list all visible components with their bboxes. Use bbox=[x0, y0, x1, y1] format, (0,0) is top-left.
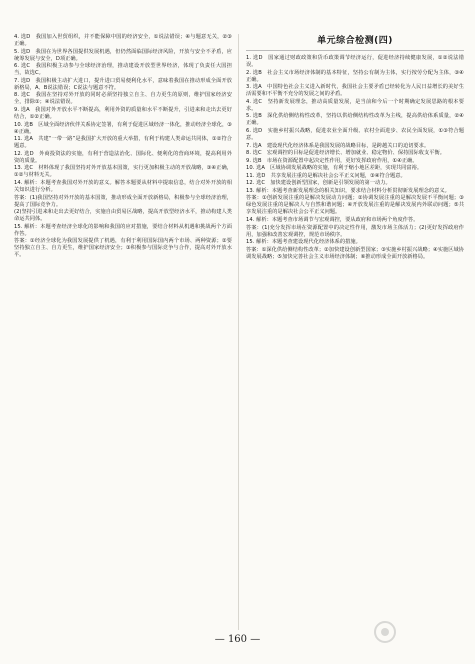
paragraph: 2. 选B 社会主义市场经济体制的基本特征，坚持公有制为主体，实行按劳分配为主体，③④正确。 bbox=[246, 69, 464, 83]
paragraph: 10. 选B 区域全面经济伙伴关系协定签署，有利于促进区域经济一体化，推动经济全球化，③④正确。 bbox=[14, 121, 232, 135]
watermark-shape bbox=[373, 616, 469, 656]
left-column bbox=[14, 34, 232, 260]
paragraph: 15. 解析：本题考查经济全球化的影响和我国的应对措施，要结合材料从机遇和挑战两个方面作答。 bbox=[14, 223, 232, 237]
paragraph: 14. 解析：本题考查市场调节与宏观调控，要从政府和市场两个角度作答。 bbox=[246, 217, 419, 224]
paragraph: 11. 选D 共享发展注重的是解决社会公平正义问题，③④符合题意。 bbox=[246, 172, 406, 179]
paragraph: 10. 选A 区域协调发展战略的实施，有利于缩小地区差距，实现共同富裕。 bbox=[246, 165, 423, 172]
right-column-body bbox=[246, 55, 464, 261]
paragraph: 6. 选C 我国积极主动参与全球经济治理，推动建设开放型世界经济，体现了负责任大国担当，故选C。 bbox=[14, 63, 232, 77]
paragraph: 8. 选C 宏观调控的目标是促进经济增长、增加就业、稳定物价、保持国际收支平衡。 bbox=[246, 150, 445, 157]
paragraph: 13. 解析：本题考查新发展理念的相关知识，要求结合材料分析贯彻新发展理念的意义。 bbox=[246, 187, 450, 194]
paragraph: 6. 选D 实施乡村振兴战略，促进农业全面升级、农村全面进步、农民全面发展，①③符合题意。 bbox=[246, 127, 464, 142]
paragraph: 11. 选A 共建“一带一路”是我国扩大开放的重大举措，有利于构建人类命运共同体，①②符合题意。 bbox=[14, 136, 232, 150]
paragraph: 12. 选C 加快建设创新型国家，创新是引领发展的第一动力。 bbox=[246, 180, 391, 187]
paragraph: 1. 选D 国家通过财政政策和货币政策调节经济运行，促进经济持续健康发展，①②说法错误。 bbox=[246, 55, 464, 69]
paragraph: 8. 选C 我国在坚持对外开放的同时必须坚持独立自主、自力更生的原则，维护国家经济安全，排除①；④说法错误。 bbox=[14, 92, 232, 106]
column-divider bbox=[238, 34, 239, 630]
paragraph: 答案：(1)充分发挥市场在资源配置中的决定性作用，激发市场主体活力；(2)更好发挥政府作用，加强和改善宏观调控，规范市场秩序。 bbox=[246, 224, 464, 238]
watermark-logo bbox=[373, 616, 469, 656]
paragraph: 15. 解析：本题考查建设现代化经济体系的措施。 bbox=[246, 239, 361, 246]
right-column bbox=[246, 34, 464, 261]
paragraph: 12. 选D 外商投资法的实施，有利于营造法治化、国际化、便利化的营商环境，提高利用外资的质量。 bbox=[14, 150, 232, 164]
page-number: — 160 — bbox=[214, 634, 261, 645]
paragraph: 14. 解析：本题考查我国对外开放的意义。解答本题要从材料中提取信息，结合对外开放的相关知识进行分析。 bbox=[14, 179, 232, 193]
paragraph: 5. 选B 深化供给侧结构性改革，坚持以供给侧结构性改革为主线，提高供给体系质量，②④正确。 bbox=[246, 113, 464, 127]
paragraph: 7. 选A 建设现代化经济体系是我国发展的战略目标，是跨越关口的迫切要求。 bbox=[246, 142, 430, 149]
paragraph: 9. 选A 我国对外开放水平不断提高，利用外资的质量和水平不断提升，引进来和走出去更好结合，①②正确。 bbox=[14, 106, 232, 121]
paragraph: 9. 选B 市场在资源配置中起决定性作用，更好发挥政府作用，①④正确。 bbox=[246, 157, 418, 164]
paragraph: 答案：①深化供给侧结构性改革；②加快建设创新型国家；③实施乡村振兴战略；④实施区域协调发展战略；⑤加快完善社会主义市场经济体制；⑥推动形成全面开放新格局。 bbox=[246, 246, 464, 260]
section-heading: 单元综合检测(四) bbox=[246, 34, 464, 51]
paragraph: 3. 选A 中国特色社会主义进入新时代，我国社会主要矛盾已经转化为人民日益增长的美好生活需要和不平衡不充分的发展之间的矛盾。 bbox=[246, 84, 464, 98]
paragraph: 答案：①经济全球化为我国发展提供了机遇，有利于利用国际国内两个市场、两种资源；②要坚持独立自主、自力更生，维护国家经济安全；③积极参与国际竞争与合作，提高对外开放水平。 bbox=[14, 238, 232, 259]
paragraph: 答案：①创新发展注重的是解决发展动力问题；②协调发展注重的是解决发展不平衡问题；③绿色发展注重的是解决人与自然和谐问题；④开放发展注重的是解决发展内外联动问题；⑤共享发展注重的是解决社会公平正义问题。 bbox=[246, 195, 464, 216]
paragraph: 4. 选D 我国加入世贸组织，并不能保障中国的经济安全，①说法错误；④与题意无关，②③正确。 bbox=[14, 34, 232, 48]
paragraph: (2)坚持引进来和走出去更好结合，实施自由贸易区战略，提高开放型经济水平，推动构建人类命运共同体。 bbox=[14, 209, 232, 223]
paragraph: 7. 选D 我国积极主动扩大进口，提升进口贸易便利化水平，意味着我国在推动形成全面开放新格局，A、B说法错误；C说法与题意不符。 bbox=[14, 77, 232, 91]
paragraph: 5. 选D 我国在为世界各国提供发展机遇，但仍然面临国际经济风险，开放与安全不矛盾，应统筹发展与安全，D项正确。 bbox=[14, 48, 232, 62]
paragraph: 13. 选C 材料体现了我国坚持对外开放基本国策，实行更加积极主动的开放战略，③④正确，①②与材料无关。 bbox=[14, 165, 232, 179]
paragraph: 4. 选C 坚持新发展理念，推动高质量发展，是当前和今后一个时期确定发展思路的根本要求。 bbox=[246, 98, 464, 112]
paragraph: 答案：(1)我国坚持对外开放的基本国策，推动形成全面开放新格局，积极参与全球经济治理，提高了国际竞争力。 bbox=[14, 194, 232, 208]
